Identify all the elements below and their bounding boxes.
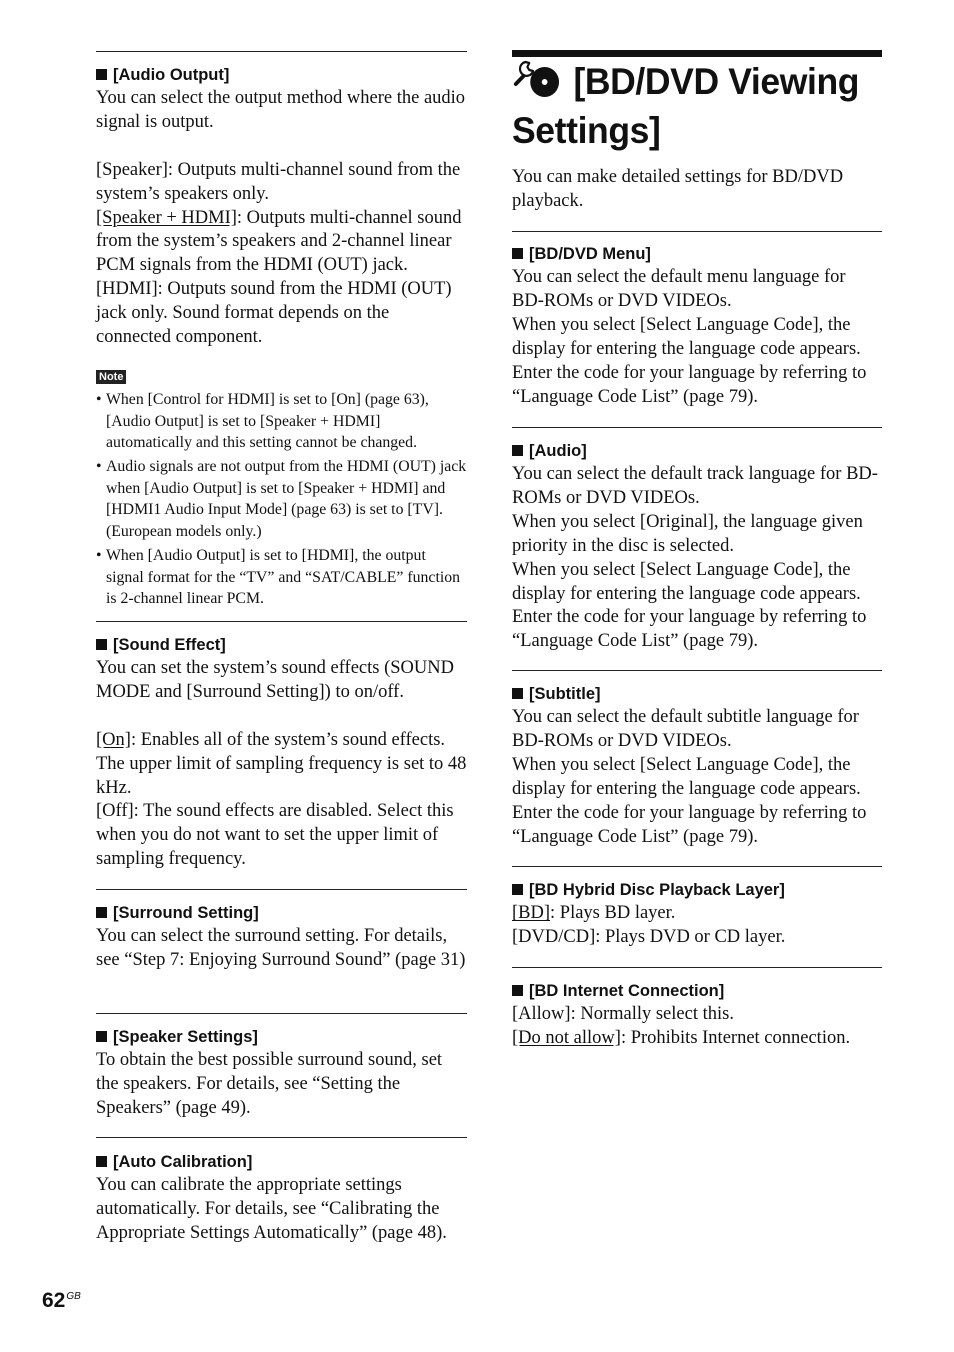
square-bullet-icon [512, 248, 523, 259]
section-divider [512, 670, 882, 671]
sound-effect-section [96, 633, 467, 872]
section-title: [Subtitle] [512, 682, 882, 706]
paragraph: You can select the default subtitle language for BD-ROMs or DVD VIDEOs. [512, 707, 859, 751]
paragraph: You can select the default menu language for BD-ROMs or DVD VIDEOs. [512, 267, 846, 311]
section-title: [Speaker Settings] [96, 1025, 467, 1049]
surround-setting-section [96, 901, 467, 973]
section-divider [512, 231, 882, 232]
speaker-settings-section [96, 1025, 467, 1121]
section-divider [96, 1013, 467, 1014]
square-bullet-icon [512, 985, 523, 996]
auto-calibration-text: You can calibrate the appropriate settings automatically. For details, see “Calibrating the Appropriate Settings Automatically” (page 48). [96, 1175, 447, 1243]
bd-dvd-menu-section [512, 242, 882, 409]
option-speaker-hdmi: [Speaker + HDMI]: Outputs multi-channel sound from the system’s speakers and 2-channel linear PCM signals from the HDMI (OUT) jack. [96, 207, 462, 276]
audio-output-section [96, 63, 467, 350]
right-intro: You can make detailed settings for BD/DVD playback. [512, 167, 844, 211]
note-badge: Note [96, 370, 126, 384]
audio-output-intro: You can select the output method where the audio signal is output. [96, 88, 466, 132]
paragraph: When you select [Original], the language given priority in the disc is selected. [512, 511, 863, 556]
section-divider [96, 51, 467, 52]
wrench-disc-icon [512, 58, 564, 109]
square-bullet-icon [512, 688, 523, 699]
paragraph: When you select [Select Language Code], the display for entering the language code appears. Enter the code for your language by referring to “Language Code List” (page 79). [512, 754, 867, 847]
section-title: [Sound Effect] [96, 633, 467, 657]
heading-bar [512, 50, 882, 57]
section-title: [BD/DVD Menu] [512, 242, 882, 266]
section-title: [BD Hybrid Disc Playback Layer] [512, 878, 882, 902]
option-on: [On]: Enables all of the system’s sound effects. The upper limit of sampling frequency is set to 48 kHz. [96, 729, 467, 798]
section-title: [BD Internet Connection] [512, 979, 882, 1003]
auto-calibration-section [96, 1150, 467, 1246]
square-bullet-icon [96, 639, 107, 650]
section-divider [96, 1137, 467, 1138]
paragraph: You can select the default track language for BD-ROMs or DVD VIDEOs. [512, 464, 878, 508]
square-bullet-icon [96, 1031, 107, 1042]
surround-setting-text: You can select the surround setting. For details, see “Step 7: Enjoying Surround Sound” (page 31) [96, 926, 466, 970]
page-number: $62^{GB}$ [42, 1289, 81, 1312]
page-suffix: GB [66, 1291, 81, 1302]
note-item: • When [Control for HDMI] is set to [On] (page 63), [Audio Output] is set to [Speaker + HDMI] automatically and this setting cannot be changed. [96, 389, 467, 454]
section-title: [Audio] [512, 439, 882, 463]
option-allow: [Allow]: Normally select this. [512, 1004, 734, 1024]
option-do-not-allow: [Do not allow]: Prohibits Internet connection. [512, 1027, 851, 1048]
square-bullet-icon [512, 884, 523, 895]
subtitle-section [512, 682, 882, 849]
paragraph: When you select [Select Language Code], the display for entering the language code appears. Enter the code for your language by referring to “Language Code List” (page 79). [512, 559, 867, 652]
page-title: [BD/DVD Viewing Settings] [512, 58, 867, 152]
section-title: [Auto Calibration] [96, 1150, 467, 1174]
option-hdmi: [HDMI]: Outputs sound from the HDMI (OUT) jack only. Sound format depends on the connected component. [96, 279, 452, 348]
section-title: [Audio Output] [96, 63, 467, 87]
section-divider [96, 889, 467, 890]
option-dvd-cd: [DVD/CD]: Plays DVD or CD layer. [512, 926, 786, 947]
section-divider [512, 967, 882, 968]
audio-section [512, 439, 882, 654]
note-block [96, 367, 467, 612]
note-item: • Audio signals are not output from the HDMI (OUT) jack when [Audio Output] is set to [Speaker + HDMI] and [HDMI1 Audio Input Mode] (page 63) is set to [TV]. (European models only.) [96, 456, 467, 542]
square-bullet-icon [96, 69, 107, 80]
section-divider [512, 427, 882, 428]
square-bullet-icon [96, 907, 107, 918]
internet-connection-section [512, 979, 882, 1051]
sound-effect-intro: You can set the system’s sound effects (SOUND MODE and [Surround Setting]) to on/off. [96, 658, 454, 702]
section-divider [512, 866, 882, 867]
speaker-settings-text: To obtain the best possible surround sound, set the speakers. For details, see “Setting the Speakers” (page 49). [96, 1050, 443, 1118]
option-bd: [BD]: Plays BD layer. [512, 903, 676, 923]
note-list [96, 389, 467, 610]
option-speaker: [Speaker]: Outputs multi-channel sound from the system’s speakers only. [96, 159, 461, 204]
square-bullet-icon [512, 445, 523, 456]
section-title: [Surround Setting] [96, 901, 467, 925]
note-item: • When [Audio Output] is set to [HDMI], the output signal format for the “TV” and “SAT/CABLE” function is 2-channel linear PCM. [96, 545, 467, 610]
section-divider [96, 621, 467, 622]
option-off: [Off]: The sound effects are disabled. Select this when you do not want to set the upper limit of sampling frequency. [96, 801, 454, 870]
paragraph: When you select [Select Language Code], the display for entering the language code appears. Enter the code for your language by referring to “Language Code List” (page 79). [512, 314, 867, 407]
hybrid-disc-section [512, 878, 882, 950]
square-bullet-icon [96, 1156, 107, 1167]
